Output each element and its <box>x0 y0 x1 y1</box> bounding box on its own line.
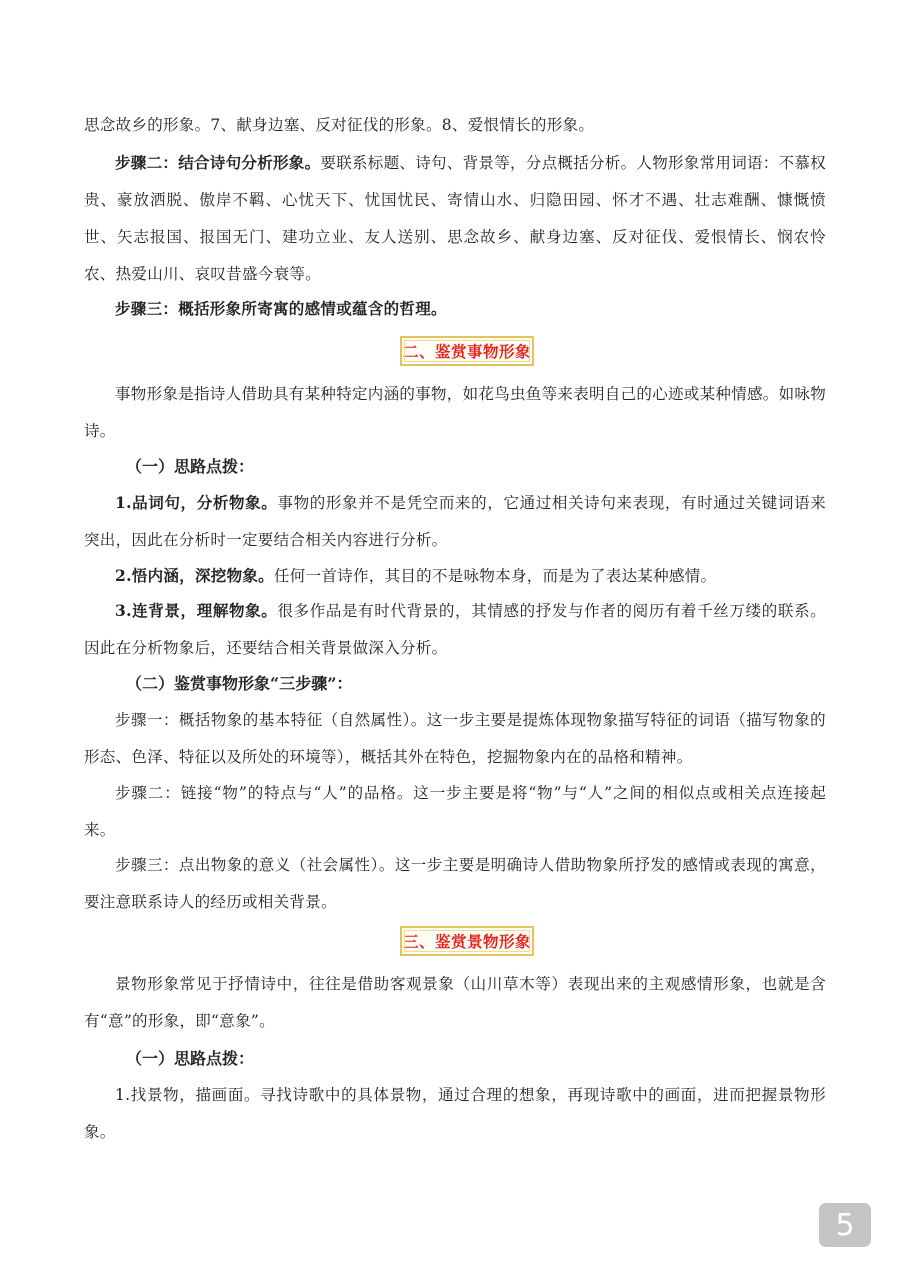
list-item-2-heading: 2.悟内涵，深挖物象。 <box>115 566 274 585</box>
subheading-ideas: （一）思路点拨： <box>126 457 255 476</box>
paragraph-step-three <box>84 290 826 328</box>
list-item-1-heading: 1.品词句，分析物象。 <box>115 493 278 512</box>
section-scenery-intro: 景物形象常见于抒情诗中，往往是借助客观景象（山川草木等）表现出来的主观感情形象，也就是含有“意”的形象，即“意象”。 <box>84 975 826 1030</box>
step-two-text: 要联系标题、诗句、背景等，分点概括分析。人物形象常用词语：不慕权贵、豪放洒脱、傲岸不羁、心忧天下、忧国忧民、寄情山水、归隐田园、怀才不遇、壮志难酬、慷慨愤世、矢志报国、报国无门、建功立业、友人送别、思念故乡、献身边塞、反对征伐、爱恨情长、悯农怜农、热爱山川、哀叹昔盛今衰等。 <box>84 154 827 283</box>
paragraph-step-two <box>84 144 826 293</box>
section-title-scenery <box>400 926 534 956</box>
object-step-one: 步骤一：概括物象的基本特征（自然属性）。这一步主要是提炼体现物象描写特征的词语（描写物象的形态、色泽、特征以及所处的环境等），概括其外在特色，挖掘物象内在的品格和精神。 <box>84 711 826 766</box>
section-title-objects-text: 二、鉴赏事物形象 <box>402 342 531 361</box>
paragraph-continuation: 思念故乡的形象。7、献身边塞、反对征伐的形象。8、爱恨情长的形象。 <box>84 116 595 134</box>
list-item-1-text: 事物的形象并不是凭空而来的，它通过相关诗句来表现，有时通过关键词语来突出，因此在分析时一定要结合相关内容进行分析。 <box>84 494 827 549</box>
subheading-scenery-ideas: （一）思路点拨： <box>126 1049 255 1068</box>
page-number-badge: 5 <box>819 1203 871 1247</box>
list-item-2 <box>84 557 826 595</box>
list-item-2-text: 任何一首诗作，其目的不是咏物本身，而是为了表达某种感情。 <box>273 567 717 585</box>
list-item-3-text: 很多作品是有时代背景的，其情感的抒发与作者的阅历有着千丝万缕的联系。因此在分析物象后，还要结合相关背景做深入分析。 <box>84 602 827 657</box>
section-title-objects <box>400 336 534 366</box>
object-step-two: 步骤二：链接“物”的特点与“人”的品格。这一步主要是将“物”与“人”之间的相似点或相关点连接起来。 <box>84 784 826 839</box>
list-item-3-heading: 3.连背景，理解物象。 <box>115 601 278 620</box>
list-item-1 <box>84 484 826 559</box>
section-objects-intro: 事物形象是指诗人借助具有某种特定内涵的事物，如花鸟虫鱼等来表明自己的心迹或某种情感。如咏物诗。 <box>84 385 827 440</box>
object-step-three: 步骤三：点出物象的意义（社会属性）。这一步主要是明确诗人借助物象所抒发的感情或表现的寓意，要注意联系诗人的经历或相关背景。 <box>84 856 826 911</box>
step-two-heading: 步骤二：结合诗句分析形象。 <box>115 153 321 172</box>
list-item-3 <box>84 592 826 667</box>
subheading-three-steps: （二）鉴赏事物形象“三步骤”： <box>126 674 353 693</box>
step-three-heading: 步骤三：概括形象所寄寓的感情或蕴含的哲理。 <box>115 299 447 318</box>
section-title-scenery-text: 三、鉴赏景物形象 <box>402 932 531 951</box>
scenery-item-1: 1.找景物，描画面。寻找诗歌中的具体景物，通过合理的想象，再现诗歌中的画面，进而把握景物形象。 <box>84 1086 826 1141</box>
